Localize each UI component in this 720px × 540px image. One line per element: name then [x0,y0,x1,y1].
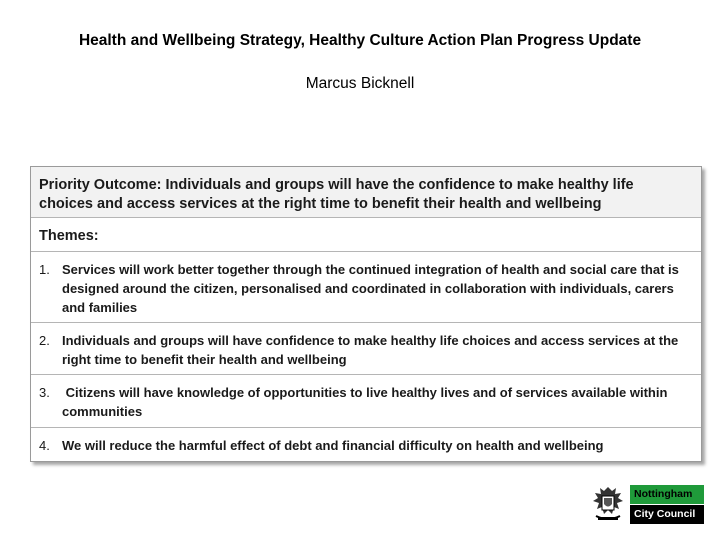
priority-outcome: Priority Outcome: Individuals and groups will have the confidence to make healthy life choices and access services at the right time to benefit their health and wellbeing [31,167,701,218]
nottingham-city-council-logo [588,484,704,524]
theme-text: Services will work better together through the continued integration of health and social care that is designed around the citizen, personalised and coordinated in collaboration with individuals, carers and families [62,262,679,315]
page-title: Health and Wellbeing Strategy, Healthy Culture Action Plan Progress Update [78,32,642,49]
logo-text-top: Nottingham [630,485,704,504]
theme-text: We will reduce the harmful effect of debt and financial difficulty on health and wellbeing [62,438,604,453]
theme-number: 3. [39,385,50,400]
theme-number: 1. [39,262,50,277]
theme-text: Citizens will have knowledge of opportunities to live healthy lives and of services available within communities [62,385,672,419]
theme-item [31,375,701,428]
city-crest-icon [588,484,628,524]
theme-text: Individuals and groups will have confidence to make healthy life choices and access services at the right time to benefit their health and wellbeing [62,333,679,367]
theme-number: 2. [39,333,50,348]
theme-item [31,323,701,375]
themes-label: Themes: [31,218,701,252]
theme-number: 4. [39,438,50,453]
theme-item [31,428,701,462]
theme-item [31,252,701,323]
author-name: Marcus Bicknell [305,75,415,92]
strategy-panel [30,166,702,462]
logo-text-bottom: City Council [630,505,704,524]
